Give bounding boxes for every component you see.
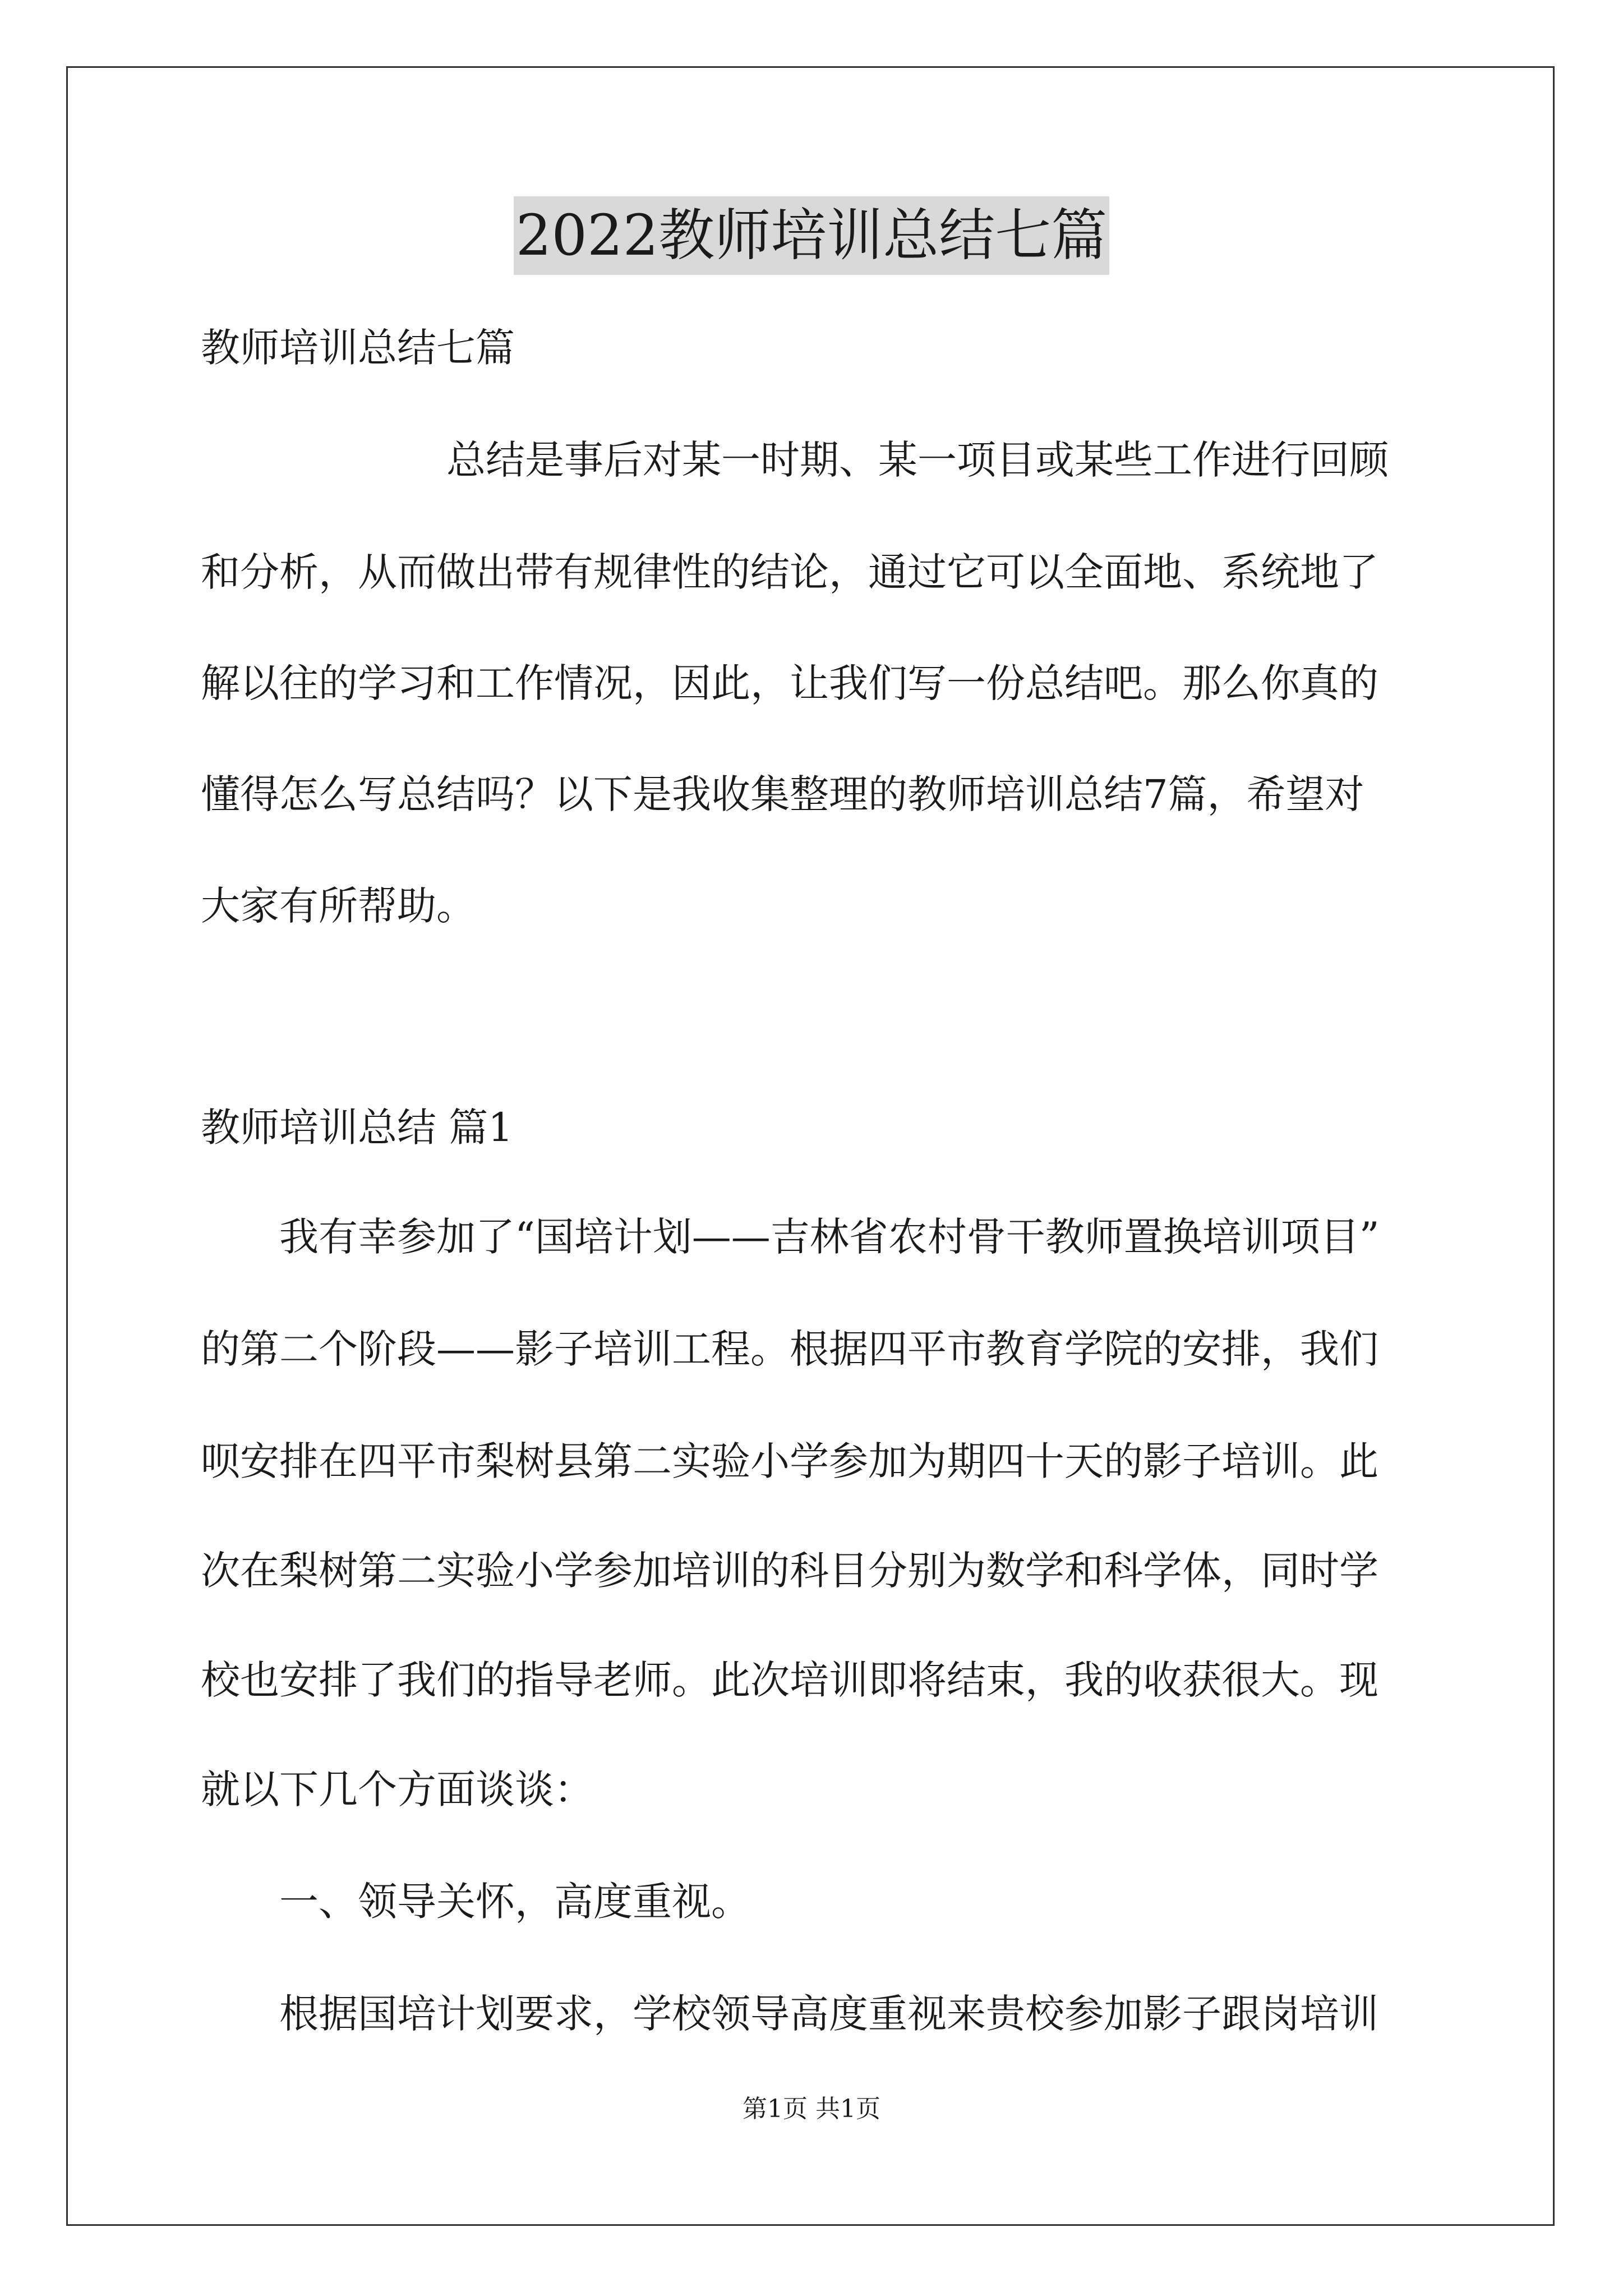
section-heading: 教师培训总结 篇1 (201, 1105, 513, 1151)
body-line-2: 的第二个阶段——影子培训工程。根据四平市教育学院的安排，我们 (201, 1326, 1378, 1372)
document-subtitle: 教师培训总结七篇 (201, 325, 515, 371)
document-title: 2022教师培训总结七篇 (514, 196, 1110, 275)
intro-line-1: 总结是事后对某一时期、某一项目或某些工作进行回顾 (446, 437, 1389, 483)
page-footer: 第1页 共1页 (743, 2095, 880, 2123)
intro-line-2: 和分析，从而做出带有规律性的结论，通过它可以全面地、系统地了 (201, 549, 1378, 595)
body-line-5: 校也安排了我们的指导老师。此次培训即将结束，我的收获很大。现 (201, 1657, 1378, 1703)
intro-line-5: 大家有所帮助。 (201, 883, 476, 929)
body-line-7: 一、领导关怀，高度重视。 (279, 1879, 750, 1925)
title-container (0, 196, 1623, 275)
body-line-3: 呗安排在四平市梨树县第二实验小学参加为期四十天的影子培训。此 (201, 1438, 1378, 1484)
body-line-6: 就以下几个方面谈谈： (201, 1766, 593, 1812)
body-line-1: 我有幸参加了“国培计划——吉林省农村骨干教师置换培训项目” (279, 1214, 1380, 1260)
intro-line-4: 懂得怎么写总结吗？以下是我收集整理的教师培训总结7篇，希望对 (201, 771, 1364, 817)
body-line-4: 次在梨树第二实验小学参加培训的科目分别为数学和科学体，同时学 (201, 1548, 1378, 1594)
body-line-8: 根据国培计划要求，学校领导高度重视来贵校参加影子跟岗培训 (279, 1991, 1378, 2037)
intro-line-3: 解以往的学习和工作情况，因此，让我们写一份总结吧。那么你真的 (201, 660, 1378, 706)
